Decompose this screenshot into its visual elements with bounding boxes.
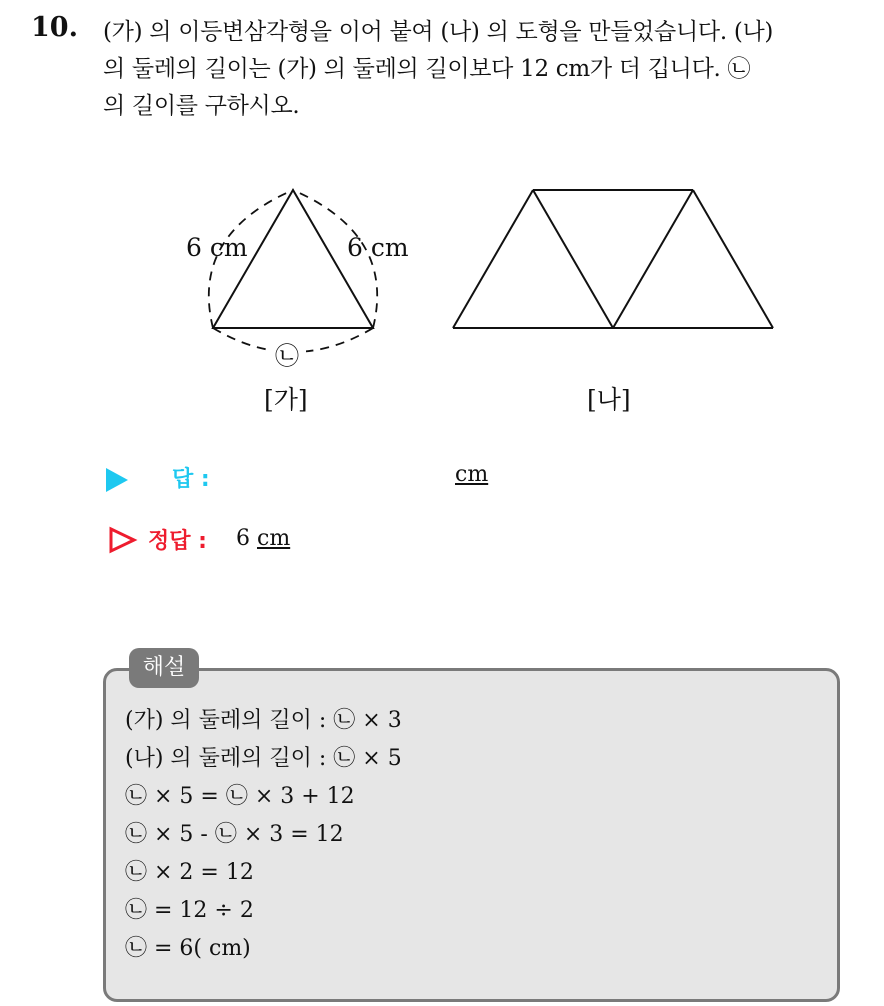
question-number: 10.: [31, 12, 78, 43]
solution-line: ㉡ = 6( cm): [125, 936, 251, 961]
correct-label: 정답 :: [148, 529, 207, 554]
play-arrow-icon: [106, 468, 128, 492]
solution-line: ㉡ × 5 = ㉡ × 3 + 12: [125, 784, 355, 809]
answer-label: 답 :: [172, 467, 210, 492]
question-line: 의 길이를 구하시오.: [103, 93, 300, 119]
question-line: (가) 의 이등변삼각형을 이어 붙여 (나) 의 도형을 만들었습니다. (나): [103, 19, 774, 45]
right-side-label: 6 cm: [347, 233, 409, 262]
solution-line: (나) 의 둘레의 길이 : ㉡ × 5: [125, 746, 402, 771]
correct-answer: [236, 526, 290, 551]
base-label: ㉡: [275, 342, 299, 370]
caption-a: [가]: [264, 385, 308, 414]
solution-line: (가) 의 둘레의 길이 : ㉡ × 3: [125, 708, 402, 733]
left-side-label: 6 cm: [186, 233, 248, 262]
figure-b: [453, 190, 773, 328]
outline-arrow-icon: [108, 526, 138, 554]
answer-unit: cm: [455, 462, 489, 487]
correct-unit: cm: [257, 526, 291, 551]
correct-value: 6: [236, 526, 250, 551]
question-line: 의 둘레의 길이는 (가) 의 둘레의 길이보다 12 cm가 더 깁니다. ㉡: [103, 56, 751, 82]
solution-line: ㉡ × 5 - ㉡ × 3 = 12: [125, 822, 344, 847]
solution-lines: [125, 702, 402, 968]
figure: [0, 0, 884, 420]
solution-tab: 해설: [129, 648, 199, 688]
solution-line: ㉡ = 12 ÷ 2: [125, 898, 254, 923]
solution-line: ㉡ × 2 = 12: [125, 860, 254, 885]
caption-b: [나]: [587, 385, 631, 414]
answer-arrow: [106, 462, 128, 498]
